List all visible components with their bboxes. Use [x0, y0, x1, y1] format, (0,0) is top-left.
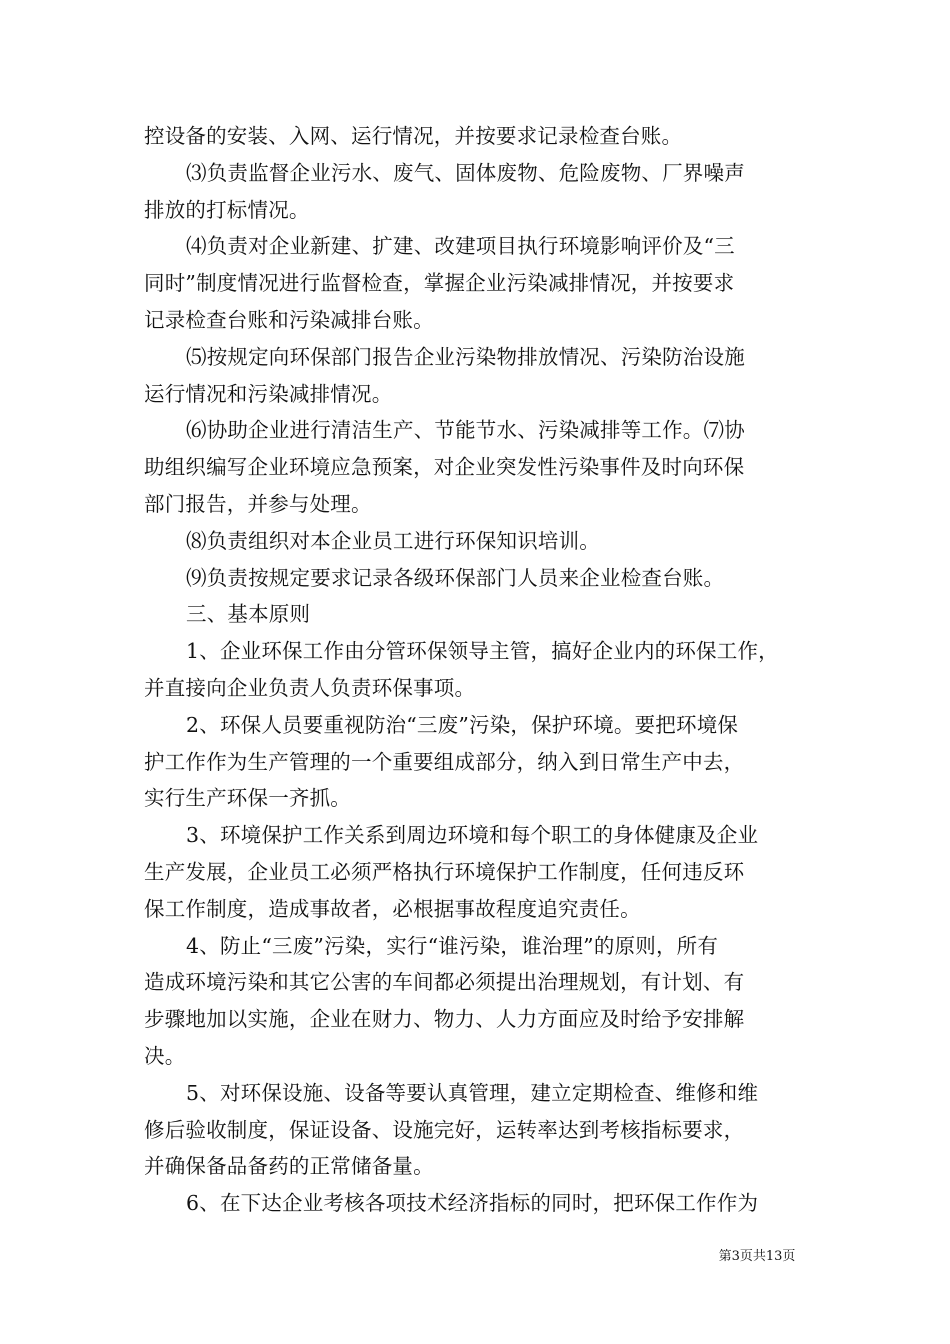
text-line: 助组织编写企业环境应急预案，对企业突发性污染事件及时向环保	[144, 455, 745, 480]
text-line: ⑶负责监督企业污水、废气、固体废物、危险废物、厂界噪声	[186, 160, 745, 185]
text-line: 1、企业环保工作由分管环保领导主管，搞好企业内的环保工作，	[186, 639, 779, 664]
text-line: ⑻负责组织对本企业员工进行环保知识培训。	[186, 528, 600, 553]
text-line: 并直接向企业负责人负责环保事项。	[144, 675, 476, 700]
text-line: 步骤地加以实施，企业在财力、物力、人力方面应及时给予安排解	[144, 1007, 745, 1032]
text-line: ⑼负责按规定要求记录各级环保部门人员来企业检查台账。	[186, 565, 725, 590]
text-line: 记录检查台账和污染减排台账。	[144, 307, 434, 332]
text-line: 生产发展，企业员工必须严格执行环境保护工作制度，任何违反环	[144, 859, 745, 884]
text-line: 保工作制度，造成事故者，必根据事故程度追究责任。	[144, 896, 641, 921]
text-line: 决。	[144, 1043, 186, 1068]
text-line: 运行情况和污染减排情况。	[144, 381, 393, 406]
text-line: 三、基本原则	[186, 602, 311, 627]
text-line: 部门报告，并参与处理。	[144, 491, 372, 516]
text-line: 6、在下达企业考核各项技术经济指标的同时，把环保工作作为	[186, 1191, 759, 1216]
text-line: 4、防止“三废”污染，实行“谁污染，谁治理”的原则，所有	[186, 933, 719, 958]
text-line: 护工作作为生产管理的一个重要组成部分，纳入到日常生产中去，	[144, 749, 745, 774]
page-number: 第3页共13页	[718, 1249, 796, 1264]
text-line: ⑷负责对企业新建、扩建、改建项目执行环境影响评价及“三	[186, 234, 735, 259]
page-footer	[0, 1245, 950, 1264]
text-line: 同时”制度情况进行监督检查，掌握企业污染减排情况，并按要求	[144, 271, 735, 296]
text-line: 2、环保人员要重视防治“三废”污染，保护环境。要把环境保	[186, 712, 739, 737]
text-line: 修后验收制度，保证设备、设施完好，运转率达到考核指标要求，	[144, 1117, 745, 1142]
text-line: 控设备的安装、入网、运行情况，并按要求记录检查台账。	[144, 124, 683, 148]
text-line: ⑸按规定向环保部门报告企业污染物排放情况、污染防治设施	[186, 344, 745, 369]
text-line: 并确保备品备药的正常储备量。	[144, 1154, 434, 1179]
text-line: 排放的打标情况。	[144, 197, 310, 222]
document-body	[144, 118, 820, 1222]
text-line: 3、环境保护工作关系到周边环境和每个职工的身体健康及企业	[186, 823, 759, 848]
text-line: 造成环境污染和其它公害的车间都必须提出治理规划，有计划、有	[144, 970, 745, 995]
text-line: 实行生产环保一齐抓。	[144, 786, 351, 811]
text-line: 5、对环保设施、设备等要认真管理，建立定期检查、维修和维	[186, 1080, 759, 1105]
text-line: ⑹协助企业进行清洁生产、节能节水、污染减排等工作。⑺协	[186, 418, 745, 443]
